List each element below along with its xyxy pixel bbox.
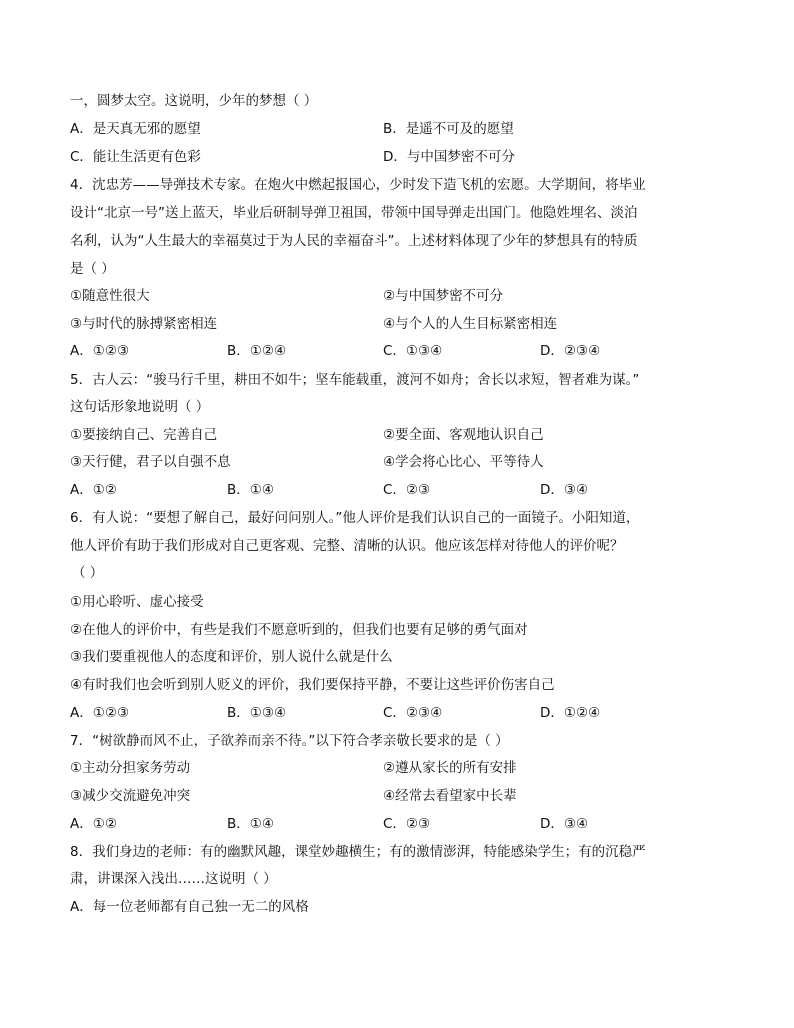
- q8-option-a: A．每一位老师都有自己独一无二的风格: [70, 899, 309, 915]
- q4-stem-line-4: 是（ ）: [70, 261, 115, 277]
- q6-stem-line-2: 他人评价有助于我们形成对自己更客观、完整、清晰的认识。他应该怎样对待他人的评价呢？: [70, 538, 624, 554]
- q7-stem: 7．“树欲静而风不止，子欲养而亲不待。”以下符合孝亲敬长要求的是（ ）: [70, 733, 509, 749]
- q6-option-a: A．①②③: [70, 705, 130, 721]
- q4-option-c: C．①③④: [383, 343, 443, 359]
- q6-stem-line-3: （ ）: [72, 565, 104, 581]
- q5-item-4: ④学会将心比心、平等待人: [383, 454, 544, 470]
- q6-item-4: ④有时我们也会听到别人贬义的评价，我们要保持平静，不要让这些评价伤害自己: [70, 677, 555, 693]
- q4-stem-line-3: 名利，认为“人生最大的幸福莫过于为人民的幸福奋斗”。上述材料体现了少年的梦想具有的特质: [70, 233, 638, 249]
- q7-option-a: A．①②: [70, 816, 117, 832]
- q8-stem-line-1: 8．我们身边的老师：有的幽默风趣，课堂妙趣横生；有的激情澎湃，特能感染学生；有的沉稳严: [70, 844, 646, 860]
- q5-item-3: ③天行健，君子以自强不息: [70, 454, 231, 470]
- q4-stem-line-2: 设计“北京一号”送上蓝天，毕业后研制导弹卫祖国，带领中国导弹走出国门。他隐姓埋名、淡泊: [70, 205, 638, 221]
- q6-item-1: ①用心聆听、虚心接受: [70, 594, 204, 610]
- q7-option-b: B．①④: [227, 816, 274, 832]
- q5-option-a: A．①②: [70, 482, 117, 498]
- q6-option-d: D．①②④: [540, 705, 601, 721]
- q6-stem-line-1: 6．有人说：“要想了解自己，最好问问别人。”他人评价是我们认识自己的一面镜子。小阳知道，: [70, 510, 640, 526]
- q7-option-d: D．③④: [540, 816, 589, 832]
- q3-option-a: A．是天真无邪的愿望: [70, 121, 201, 137]
- q5-item-2: ②要全面、客观地认识自己: [383, 427, 544, 443]
- q3-option-c: C．能让生活更有色彩: [70, 149, 201, 165]
- q6-item-2: ②在他人的评价中，有些是我们不愿意听到的，但我们也要有足够的勇气面对: [70, 622, 528, 638]
- q8-stem-line-2: 肃，讲课深入浅出……这说明（ ）: [70, 871, 277, 887]
- q7-option-c: C．②③: [383, 816, 431, 832]
- q4-option-d: D．②③④: [540, 343, 601, 359]
- q4-option-a: A．①②③: [70, 343, 130, 359]
- q3-stem: 一，圆梦太空。这说明，少年的梦想（ ）: [70, 93, 318, 109]
- q4-item-4: ④与个人的人生目标紧密相连: [383, 316, 558, 332]
- q6-option-b: B．①③④: [227, 705, 287, 721]
- q4-stem-line-1: 4．沈忠芳——导弹技术专家。在炮火中燃起报国心，少时发下造飞机的宏愿。大学期间，将毕业: [70, 177, 646, 193]
- q7-item-4: ④经常去看望家中长辈: [383, 788, 517, 804]
- q5-option-d: D．③④: [540, 482, 589, 498]
- q5-option-c: C．②③: [383, 482, 431, 498]
- q5-item-1: ①要接纳自己、完善自己: [70, 427, 218, 443]
- q7-item-3: ③减少交流避免冲突: [70, 788, 191, 804]
- q4-item-2: ②与中国梦密不可分: [383, 288, 504, 304]
- q5-stem-line-2: 这句话形象地说明（ ）: [70, 399, 210, 415]
- q3-option-d: D．与中国梦密不可分: [383, 149, 515, 165]
- q4-item-1: ①随意性很大: [70, 288, 150, 304]
- q4-item-3: ③与时代的脉搏紧密相连: [70, 316, 218, 332]
- q3-option-b: B．是遥不可及的愿望: [383, 121, 514, 137]
- q4-option-b: B．①②④: [227, 343, 287, 359]
- q6-item-3: ③我们要重视他人的态度和评价，别人说什么就是什么: [70, 649, 393, 665]
- q6-option-c: C．②③④: [383, 705, 443, 721]
- q5-stem-line-1: 5．古人云：“骏马行千里，耕田不如牛；坚车能载重，渡河不如舟；舍长以求短，智者难为谋。”: [70, 372, 640, 388]
- q5-option-b: B．①④: [227, 482, 274, 498]
- q7-item-2: ②遵从家长的所有安排: [383, 760, 517, 776]
- q7-item-1: ①主动分担家务劳动: [70, 760, 191, 776]
